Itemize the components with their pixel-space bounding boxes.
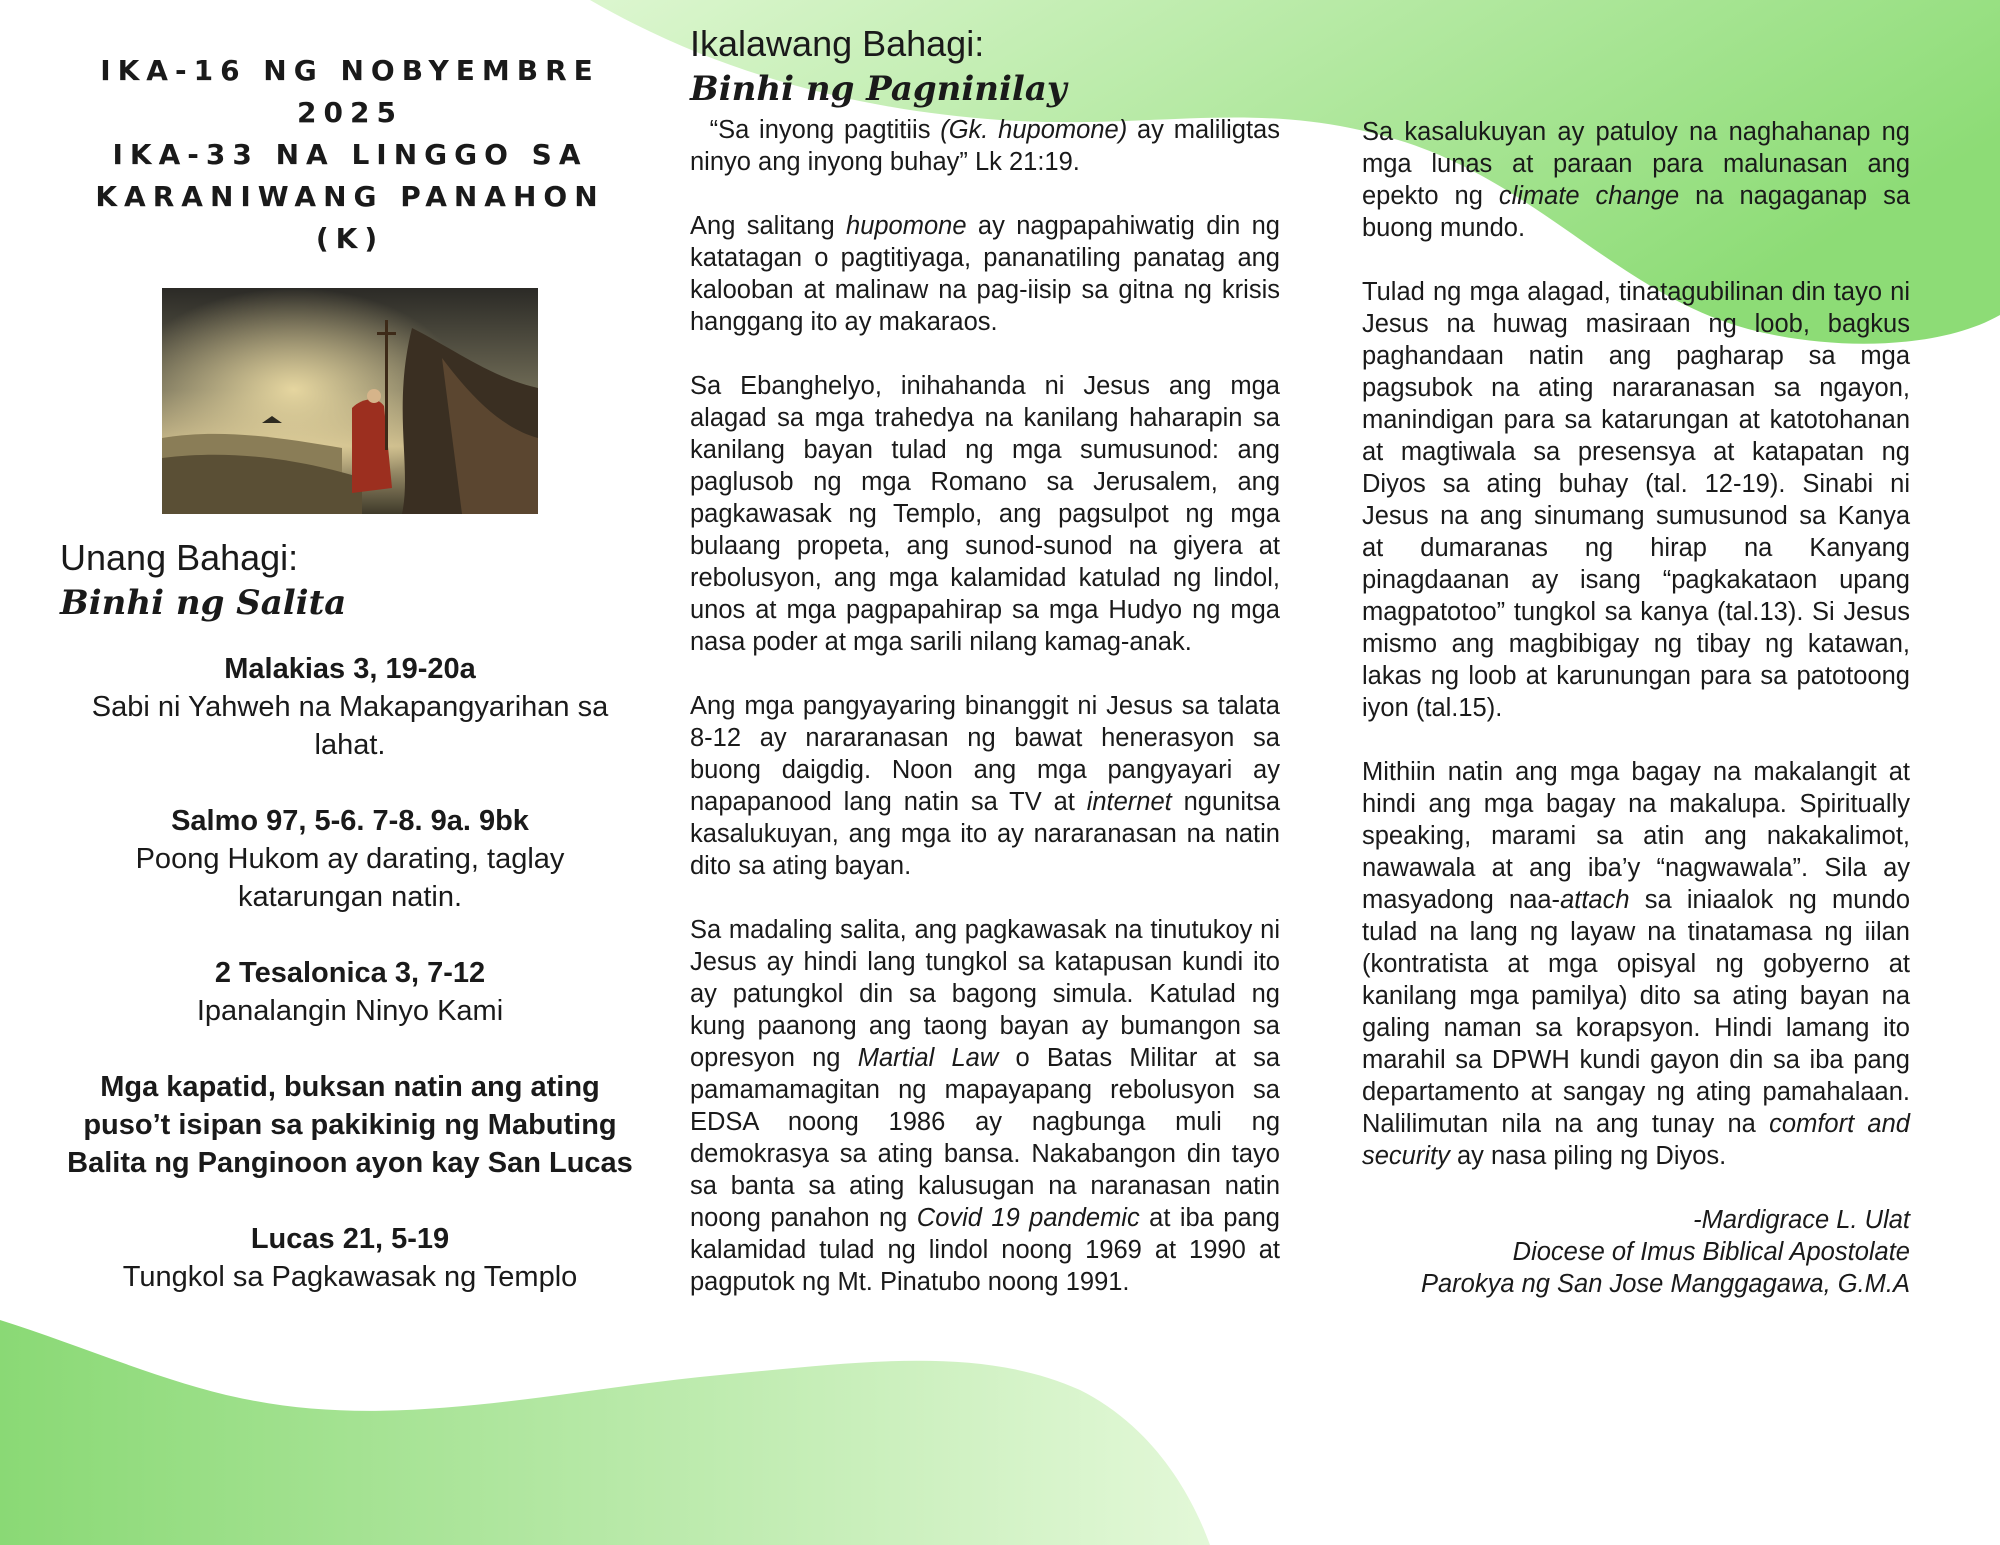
reading-ref: Malakias 3, 19-20a [224, 653, 476, 685]
reading-text: Ipanalangin Ninyo Kami [196, 995, 504, 1027]
part-one-label: Unang Bahagi: [60, 537, 299, 578]
paragraph: Mithiin natin ang mga bagay na makalangit at hindi ang mga bagay na makalupa. Spiritually speaking, marami sa atin ang nakakalimot, nawawala at ang iba’y “nagwawala”. Sila ay masyadong naa-attach sa iniaalok ng mundo tulad na lang ng layaw na tinatamasa ng iilan (kontratista at mga opisyal ng gobyerno at kanilang mga pamilya) dito sa ating bayan na galing naman sa korapsyon. Hindi lamang ito marahil sa DPWH kundi gayon din sa iba pang departamento at sangay ng ating pamahalaan. Nalilimutan nila na ang tunay na comfort and security ay nasa piling ng Diyos. [1362, 758, 1910, 1170]
paragraph: Tulad ng mga alagad, tinatagubilinan din tayo ni Jesus na huwag masiraan ng loob, bagkus paghandaan natin ang pagharap sa mga pagsubok na ating nararanasan sa ngayon, manindigan para sa katarungan at katotohanan at magtiwala sa presensya at katapatan ng Diyos sa ating buhay (tal. 12-19). Sinabi ni Jesus na ang sinumang sumusunod sa Kanya at dumaranas ng hirap na Kanyang pinagdaanan ay isang “pagkakataon upang magpatotoo” tungkol sa kanya (tal.13). Si Jesus mismo ang magbibigay ng tibay ng katawan, lakas ng loob at karunungan para sa patotoong iyon (tal.15). [1362, 278, 1910, 722]
reading-first [60, 650, 640, 764]
left-column [60, 48, 640, 1334]
reading-text: Sabi ni Yahweh na Makapangyarihan sa lahat. [91, 691, 609, 761]
paragraph: Ang mga pangyayaring binanggit ni Jesus sa talata 8-12 ay nararanasan ng bawat henerasyon sa buong daigdig. Noon ang mga pangyayari ay napapanood lang natin sa TV at internet ngunitsa kasalukuyan, ang mga ito ay nararanasan na natin dito sa ating bayan. [690, 692, 1280, 880]
paragraph: Sa madaling salita, ang pagkawasak na tinutukoy ni Jesus ay hindi lang tungkol sa katapusan kundi ito ay patungkol din sa bagong simula. Katulad ng kung paanong ang taong bayan ay bumangon sa opresyon ng Martial Law o Batas Militar at sa pamamamagitan ng mapayapang rebolusyon sa EDSA noong 1986 ay nagbunga muli ng demokrasya sa ating bansa. Nakabangon din tayo sa banta sa ating kalusugan na naranasan natin noong panahon ng Covid 19 pandemic at iba pang kalamidad tulad ng lindol noong 1969 at 1990 at pagputok ng Mt. Pinatubo noong 1991. [690, 916, 1280, 1296]
paragraph: “Sa inyong pagtitiis (Gk. hupomone) ay maliligtas ninyo ang inyong buhay” Lk 21:19. [690, 116, 1280, 176]
date-line: IKA-33 NA LINGGO SA [112, 138, 588, 171]
author-name: -Mardigrace L. Ulat [1693, 1206, 1910, 1234]
right-column [1362, 116, 1910, 1300]
reading-psalm [60, 802, 640, 916]
bottom-wave-shape [0, 1320, 1210, 1545]
date-line: (K) [315, 222, 385, 255]
signature-block [1362, 1204, 1910, 1300]
reading-gospel [60, 1220, 640, 1296]
part-two-label: Ikalawang Bahagi: [690, 23, 985, 64]
date-header [60, 52, 640, 258]
reading-text: Poong Hukom ay darating, taglay katarungan natin. [135, 843, 565, 913]
reading-ref: 2 Tesalonica 3, 7-12 [214, 957, 486, 989]
reading-ref: Salmo 97, 5-6. 7-8. 9a. 9bk [171, 805, 529, 837]
author-parish: Parokya ng San Jose Manggagawa, G.M.A [1420, 1270, 1910, 1298]
reading-ref: Lucas 21, 5-19 [250, 1223, 450, 1255]
paragraph: Sa Ebanghelyo, inihahanda ni Jesus ang mga alagad sa mga trahedya na kanilang haharapin sa kanilang bayan tulad ng mga sumusunod: ang paglusob ng mga Romano sa Jerusalem, ang pagkawasak ng Templo, ang pagsulpot ng mga bulaang propeta, ang sunod-sunod na giyera at rebolusyon, ang mga kalamidad katulad ng lindol, unos at mga pagpapahirap sa mga Hudyo ng mga nasa poder at mga sarili nilang kamag-anak. [690, 372, 1280, 656]
paragraph: Ang salitang hupomone ay nagpapahiwatig din ng katatagan o pagtitiyaga, pananatiling panatag ang kalooban at malinaw na pag-iisip sa gitna ng krisis hanggang ito ay makaraos. [690, 212, 1280, 336]
painting-saint-with-cross-icon [162, 288, 538, 514]
gospel-invitation: Mga kapatid, buksan natin ang ating puso’t isipan sa pakikinig ng Mabuting Balita ng Panginoon ayon kay San Lucas [67, 1071, 633, 1179]
part-one-title: Binhi ng Salita [60, 583, 347, 623]
reading-text: Tungkol sa Pagkawasak ng Templo [122, 1261, 578, 1293]
part-two-title: Binhi ng Pagninilay [690, 69, 1067, 109]
reading-second [60, 954, 640, 1030]
paragraph: Sa kasalukuyan ay patuloy na naghahanap ng mga lunas at paraan para malunasan ang epekto ng climate change na nagaganap sa buong mundo. [1362, 118, 1910, 242]
date-line: IKA-16 NG NOBYEMBRE [100, 54, 600, 87]
date-line: 2025 [297, 96, 403, 129]
middle-column [690, 22, 1280, 1298]
date-line: KARANIWANG PANAHON [95, 180, 605, 213]
author-org: Diocese of Imus Biblical Apostolate [1512, 1238, 1910, 1266]
